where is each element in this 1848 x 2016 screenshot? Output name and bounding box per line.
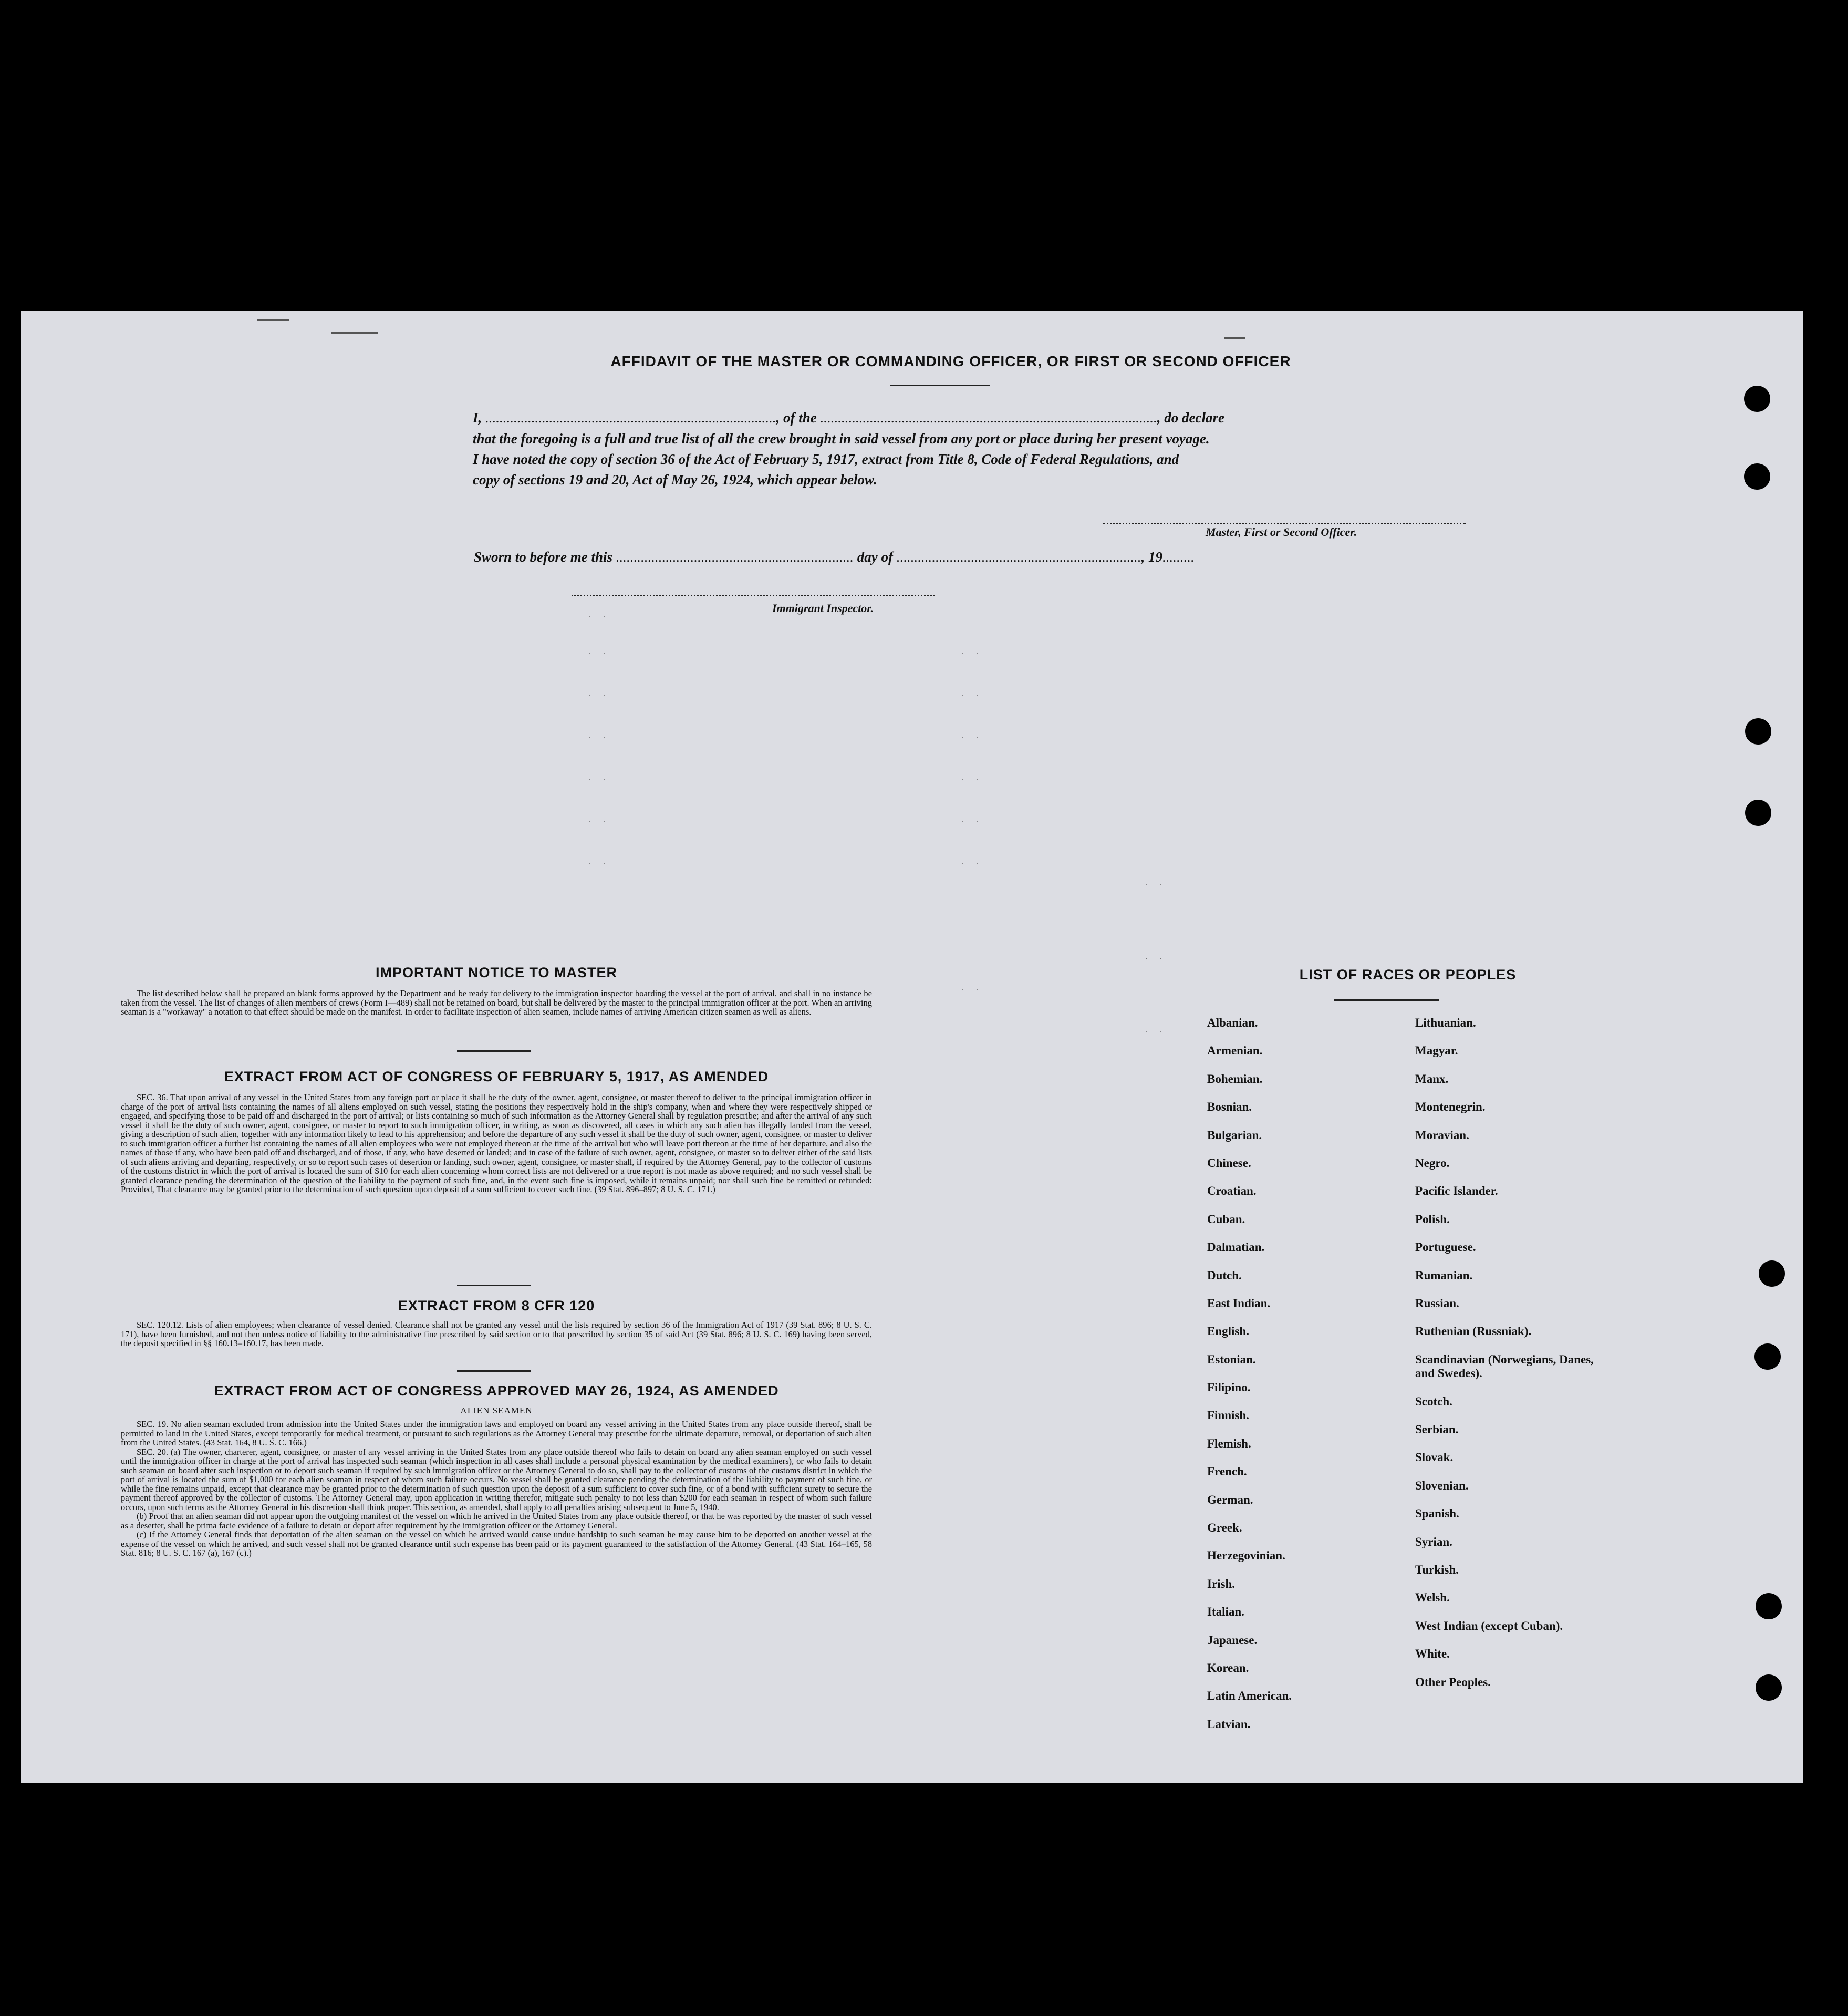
affidavit-line-3: I have noted the copy of section 36 of the Act of February 5, 1917, extract from Title 8, Code of Federal Regulations, and bbox=[473, 451, 1179, 467]
day-of-text: day of bbox=[857, 549, 894, 565]
notice-title: IMPORTANT NOTICE TO MASTER bbox=[376, 965, 617, 980]
inspector-signature-label: Immigrant Inspector. bbox=[772, 602, 874, 615]
race-item: Italian. bbox=[1207, 1605, 1244, 1619]
bleed-specks: . . bbox=[961, 815, 983, 824]
race-item: Negro. bbox=[1415, 1156, 1450, 1170]
race-item: Latvian. bbox=[1207, 1717, 1251, 1731]
bleed-specks: . . bbox=[588, 731, 610, 740]
race-item: Irish. bbox=[1207, 1577, 1236, 1590]
bleed-specks: . . bbox=[961, 773, 983, 782]
bleed-specks: . . bbox=[588, 689, 610, 698]
bleed-specks: . . bbox=[961, 731, 983, 740]
races-title: LIST OF RACES OR PEOPLES bbox=[1299, 967, 1517, 983]
race-item: Lithuanian. bbox=[1415, 1016, 1476, 1029]
race-item: Dalmatian. bbox=[1207, 1240, 1265, 1254]
race-item: Portuguese. bbox=[1415, 1240, 1476, 1254]
races-column-1 bbox=[1207, 1009, 1292, 1738]
race-item: German. bbox=[1207, 1493, 1253, 1506]
race-item: Chinese. bbox=[1207, 1156, 1251, 1170]
race-item: Scotch. bbox=[1415, 1394, 1452, 1408]
affidavit-of-the: , of the bbox=[776, 410, 817, 426]
extract-1924-title: EXTRACT FROM ACT OF CONGRESS APPROVED MAY 26, 1924, AS AMENDED bbox=[214, 1383, 779, 1399]
race-item: Japanese. bbox=[1207, 1633, 1258, 1647]
punch-hole bbox=[1756, 1593, 1782, 1619]
affidavit-declare: , do declare bbox=[1157, 410, 1224, 426]
master-signature-label: Master, First or Second Officer. bbox=[1206, 525, 1357, 539]
race-item: Bosnian. bbox=[1207, 1100, 1252, 1114]
notice-rule bbox=[457, 1050, 531, 1052]
affidavit-line-1 bbox=[473, 410, 1460, 426]
race-item: Albanian. bbox=[1207, 1016, 1258, 1029]
bleed-specks: . . bbox=[961, 647, 983, 656]
race-item: Dutch. bbox=[1207, 1268, 1242, 1282]
section-20b-paragraph: (b) Proof that an alien seaman did not appear upon the outgoing manifest of the vessel on which he arrived in the United States from any place outside thereof, or that he was reported by the master of such vessel as a deserter, shall be prima facie evidence of a failure to detain or deport after requirement by the immigration officer or the Attorney General. bbox=[121, 1511, 872, 1531]
extract-1924-text bbox=[121, 1420, 872, 1558]
punch-hole bbox=[1756, 1674, 1782, 1701]
ink-smudge bbox=[331, 332, 378, 334]
race-item: Turkish. bbox=[1415, 1563, 1459, 1577]
bleed-specks: . . bbox=[961, 984, 983, 993]
race-item: Greek. bbox=[1207, 1521, 1242, 1535]
section-36-paragraph: SEC. 36. That upon arrival of any vessel in the United States from any foreign port or place it shall be the duty of the owner, agent, consignee, or master thereof to deliver to the principal immigration officer in charge of the port of arrival lists containing the names of all aliens employed on such vessel, stating the positions they respectively hold in the ship's company, when and where they were respectively shipped or engaged, and specifying those to be paid off and discharged in the port of arrival; or lists containing so much of such information as the Attorney General shall by regulation prescribe; and after the arrival of any such vessel it shall be the duty of such owner, agent, consignee, or master to report to such immigration officer, in writing, as soon as discovered, all cases in which any such alien has illegally landed from the vessel, giving a description of such alien, together with any information likely to lead to his apprehension; and before the departure of any such vessel it shall be the duty of such owner, agent, consignee, or master to deliver to such immigration officer a further list containing the names of all alien employees who were not employed thereon at the time of the arrival but who will leave port thereon at the time of her departure, and also the names of those if any, who have been paid off and discharged, and of those, if any, who have deserted or landed; and in case of the failure of such owner, agent, consignee, or master so to deliver either of the said lists of such aliens arriving and departing, respectively, or so to report such cases of desertion or landing, such owner, agent, consignee, or master shall, if required by the Attorney General, pay to the collector of customs of the customs district in which the port of arrival is located the sum of $10 for each alien concerning whom correct lists are not delivered or a true report is not made as above required; and no such vessel shall be granted clearance pending the determination of the question of the liability to the payment of such fine, and, in the event such fine is imposed, while it remains unpaid; nor shall such fine be remitted or refunded: Provided, That clearance may be granted prior to the determination of such question upon deposit of a sum sufficient to cover such fine. (39 Stat. 896–897; 8 U. S. C. 171.) bbox=[121, 1092, 872, 1194]
race-item: Manx. bbox=[1415, 1072, 1449, 1085]
ink-smudge bbox=[257, 319, 289, 321]
bleed-specks: . . bbox=[588, 773, 610, 782]
punch-hole bbox=[1759, 1260, 1785, 1287]
alien-seamen-subtitle: ALIEN SEAMEN bbox=[460, 1405, 533, 1415]
race-item: Ruthenian (Russniak). bbox=[1415, 1325, 1532, 1338]
affidavit-line-4: copy of sections 19 and 20, Act of May 26, 1924, which appear below. bbox=[473, 472, 877, 488]
affidavit-i: I, bbox=[473, 410, 482, 426]
race-item: Armenian. bbox=[1207, 1044, 1263, 1058]
bleed-specks: . . bbox=[588, 611, 610, 619]
bleed-specks: . . bbox=[1145, 952, 1167, 961]
race-item: Other Peoples. bbox=[1415, 1675, 1491, 1689]
race-item: Magyar. bbox=[1415, 1044, 1458, 1058]
form-sheet bbox=[21, 311, 1803, 1783]
race-item: Moravian. bbox=[1415, 1128, 1469, 1142]
extract-cfr-rule bbox=[457, 1370, 531, 1372]
bleed-specks: . . bbox=[588, 647, 610, 656]
affidavit-title: AFFIDAVIT OF THE MASTER OR COMMANDING OFFICER, OR FIRST OR SECOND OFFICER bbox=[610, 353, 1291, 369]
race-item: Polish. bbox=[1415, 1212, 1450, 1226]
race-item: Flemish. bbox=[1207, 1436, 1251, 1450]
punch-hole bbox=[1745, 718, 1771, 745]
race-item: Bulgarian. bbox=[1207, 1128, 1262, 1142]
bleed-specks: . . bbox=[1145, 878, 1167, 887]
race-item: Slovak. bbox=[1415, 1451, 1454, 1464]
master-signature-line[interactable] bbox=[1103, 523, 1466, 524]
bleed-specks: . . bbox=[588, 815, 610, 824]
race-item: Filipino. bbox=[1207, 1381, 1251, 1394]
ink-smudge bbox=[1224, 337, 1245, 339]
extract-cfr-text bbox=[121, 1320, 872, 1348]
name-blank[interactable]: .................................................................................. bbox=[485, 410, 776, 426]
race-item: Estonian. bbox=[1207, 1352, 1256, 1366]
race-item: East Indian. bbox=[1207, 1296, 1271, 1310]
extract-1917-rule bbox=[457, 1285, 531, 1286]
bleed-specks: . . bbox=[588, 857, 610, 866]
race-item: Cuban. bbox=[1207, 1212, 1245, 1226]
race-item: Pacific Islander. bbox=[1415, 1184, 1498, 1198]
extract-1917-title: EXTRACT FROM ACT OF CONGRESS OF FEBRUARY 5, 1917, AS AMENDED bbox=[224, 1069, 769, 1084]
punch-hole bbox=[1744, 386, 1770, 412]
race-item: Russian. bbox=[1415, 1296, 1459, 1310]
title-rule bbox=[890, 385, 990, 386]
punch-hole bbox=[1754, 1343, 1781, 1370]
sworn-year-blank[interactable]: ......... bbox=[1162, 549, 1195, 565]
bleed-specks: . . bbox=[961, 689, 983, 698]
sworn-line bbox=[474, 549, 1461, 565]
notice-paragraph: The list described below shall be prepared on blank forms approved by the Department and be ready for delivery to the immigration inspector boarding the vessel at the port of arrival, and shall in no instance be taken from the vessel. The list of changes of alien members of crews (Form I—489) shall not be retained on board, but shall be delivered by the master to the principal immigration officer at the port. When an arriving seaman is a "workaway" a notation to that effect should be made on the manifest. In order to facilitate inspection of alien seamen, include names of arriving American citizen seamen as well as aliens. bbox=[121, 988, 872, 1017]
races-rule bbox=[1334, 999, 1439, 1001]
race-item: Bohemian. bbox=[1207, 1072, 1263, 1085]
race-item: Spanish. bbox=[1415, 1507, 1459, 1521]
notice-text bbox=[121, 989, 872, 1017]
race-item: Latin American. bbox=[1207, 1689, 1292, 1703]
sworn-day-blank[interactable]: ................................................................... bbox=[616, 549, 854, 565]
race-item: Scandinavian (Norwegians, Danes, and Swedes). bbox=[1415, 1352, 1594, 1380]
inspector-signature-line[interactable] bbox=[572, 595, 935, 596]
race-item: French. bbox=[1207, 1465, 1247, 1479]
races-column-2 bbox=[1415, 1009, 1615, 1696]
race-item: West Indian (except Cuban). bbox=[1415, 1619, 1563, 1632]
punch-hole bbox=[1744, 463, 1770, 490]
vessel-blank[interactable]: ............................................................................................... bbox=[820, 410, 1157, 426]
punch-hole bbox=[1745, 800, 1771, 826]
race-item: White. bbox=[1415, 1647, 1450, 1661]
year-prefix: , 19 bbox=[1141, 549, 1163, 565]
race-item: Welsh. bbox=[1415, 1591, 1450, 1605]
race-item: Syrian. bbox=[1415, 1535, 1452, 1548]
race-item: English. bbox=[1207, 1325, 1249, 1338]
sworn-text: Sworn to before me this bbox=[474, 549, 613, 565]
bleed-specks: . . bbox=[1145, 1026, 1167, 1035]
race-item: Rumanian. bbox=[1415, 1268, 1473, 1282]
race-item: Finnish. bbox=[1207, 1409, 1249, 1422]
extract-1917-text bbox=[121, 1093, 872, 1194]
section-19-paragraph: SEC. 19. No alien seaman excluded from admission into the United States under the immigration laws and employed on board any vessel arriving in the United States from any place outside thereof, shall be permitted to land in the United States, except temporarily for medical treatment, or pursuant to such regulations as the Attorney General may prescribe for the ultimate departure, removal, or deportation of such alien from the United States. (43 Stat. 164, 8 U. S. C. 166.) bbox=[121, 1419, 872, 1448]
section-20a-paragraph: SEC. 20. (a) The owner, charterer, agent, consignee, or master of any vessel arriving in the United States from any place outside thereof who fails to detain on board any alien seaman employed on such vessel until the immigration officer in charge at the port of arrival has inspected such seaman (which inspection in all cases shall include a personal physical examination by the medical examiners), or who fails to detain such seaman on board after such inspection or to deport such seaman if required by such immigration officer or the Attorney General to do so, shall pay to the collector of customs of the customs district in which the port of arrival is located the sum of $1,000 for each alien seaman in respect of whom such failure occurs. No vessel shall be granted clearance pending the determination of the liability to payment of such fine, or while the fine remains unpaid, except that clearance may be granted prior to the determination of such question upon the deposit of a sum sufficient to cover such fine, or of a bond with sufficient surety to secure the payment thereof approved by the collector of customs. The Attorney General may, upon application in writing therefor, mitigate such penalty to not less than $200 for each seaman in respect of whom such failure occurs, upon such terms as the Attorney General in his discretion shall think proper. This section, as amended, shall apply to all penalties arising subsequent to June 5, 1940. bbox=[121, 1446, 872, 1512]
bleed-specks: . . bbox=[961, 857, 983, 866]
race-item: Herzegovinian. bbox=[1207, 1549, 1285, 1563]
affidavit-line-2: that the foregoing is a full and true list of all the crew brought in said vessel from any port or place during her present voyage. bbox=[473, 431, 1210, 447]
race-item: Croatian. bbox=[1207, 1184, 1257, 1198]
sworn-month-blank[interactable]: ..................................................................... bbox=[896, 549, 1141, 565]
extract-cfr-title: EXTRACT FROM 8 CFR 120 bbox=[398, 1298, 595, 1314]
race-item: Montenegrin. bbox=[1415, 1100, 1486, 1114]
section-20c-paragraph: (c) If the Attorney General finds that deportation of the alien seaman on the vessel on which he arrived would cause undue hardship to such seaman he may cause him to be deported on another vessel at the expense of the vessel on which he arrived, and such vessel shall not be granted clearance until such expense has been paid or its payment guaranteed to the satisfaction of the Attorney General. (43 Stat. 164–165, 58 Stat. 816; 8 U. S. C. 167 (a), 167 (c).) bbox=[121, 1529, 872, 1558]
section-120-paragraph: SEC. 120.12. Lists of alien employees; when clearance of vessel denied. Clearance shall not be granted any vessel until the lists required by section 36 of the Immigration Act of 1917 (39 Stat. 896; 8 U. S. C. 171), have been furnished, and not then unless notice of liability to the administrative fine prescribed by said section or to that prescribed by section 35 of said Act (39 Stat. 896; 8 U. S. C. 169) having been served, the deposit specified in §§ 160.13–160.17, has been made. bbox=[121, 1320, 872, 1348]
race-item: Korean. bbox=[1207, 1661, 1249, 1674]
race-item: Slovenian. bbox=[1415, 1479, 1469, 1492]
race-item: Serbian. bbox=[1415, 1423, 1459, 1436]
